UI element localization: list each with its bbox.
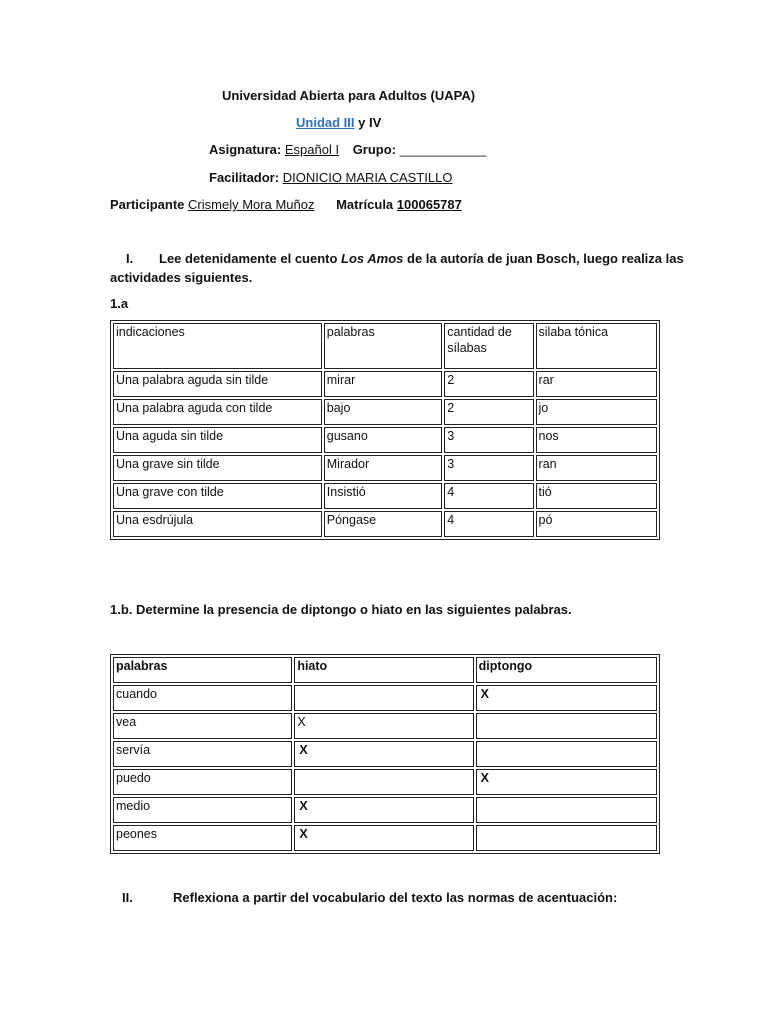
table-cell: servía: [113, 741, 292, 767]
table-row: [113, 769, 657, 795]
table-cell: nos: [536, 427, 657, 453]
table-row: [113, 427, 657, 453]
table-cell: 4: [444, 511, 533, 537]
unit-line: [296, 115, 381, 130]
table-cell: 2: [444, 371, 533, 397]
section1-instruction: [159, 251, 684, 266]
table-cell: [294, 685, 473, 711]
table-row: [113, 455, 657, 481]
table-cell: Insistió: [324, 483, 442, 509]
table-cell: X: [476, 769, 657, 795]
header-cell: palabras: [324, 323, 442, 369]
table-header-row: [113, 323, 657, 369]
facilitator-label: Facilitador:: [209, 170, 280, 185]
table-cell: [476, 741, 657, 767]
header-cell: palabras: [113, 657, 292, 683]
header-cell-line: cantidad de: [447, 325, 512, 339]
table-cell: 3: [444, 427, 533, 453]
table-cell: Una grave sin tilde: [113, 455, 322, 481]
matricula-label: Matrícula: [336, 197, 394, 212]
story-title: Los Amos: [341, 251, 404, 266]
table-row: [113, 797, 657, 823]
matricula-value: 100065787: [396, 197, 462, 212]
table-row: [113, 371, 657, 397]
table-row: [113, 399, 657, 425]
section1-instruction-line2: actividades siguientes.: [110, 270, 253, 285]
table-cell: 4: [444, 483, 533, 509]
table-cell: rar: [536, 371, 657, 397]
university-title: Universidad Abierta para Adultos (UAPA): [222, 88, 476, 103]
table-cell: [476, 797, 657, 823]
table-cell: jo: [536, 399, 657, 425]
table-row: [113, 511, 657, 537]
table-cell: 3: [444, 455, 533, 481]
table-cell: X: [294, 825, 473, 851]
table-header-row: [113, 657, 657, 683]
table-row: [113, 825, 657, 851]
header-cell-line: sílabas: [447, 341, 487, 355]
header-cell: [444, 323, 533, 369]
syllable-table: [110, 320, 660, 540]
header-cell: indicaciones: [113, 323, 322, 369]
table-row: [113, 741, 657, 767]
table-row: [113, 483, 657, 509]
header-cell: silaba tónica: [536, 323, 657, 369]
section1-numeral: I.: [126, 251, 134, 266]
subject-label: Asignatura:: [209, 142, 282, 157]
table-cell: X: [476, 685, 657, 711]
subsection-1a: 1.a: [110, 296, 129, 311]
subject-line: [209, 142, 486, 157]
table-row: [113, 713, 657, 739]
hiatus-diphthong-table: [110, 654, 660, 854]
header-cell: hiato: [294, 657, 473, 683]
table-cell: Una palabra aguda con tilde: [113, 399, 322, 425]
instruction-part-b: de la autoría de juan Bosch, luego realiza las: [403, 251, 684, 266]
table-cell: Póngase: [324, 511, 442, 537]
table-row: [113, 685, 657, 711]
instruction-part-a: Lee detenidamente el cuento: [159, 251, 342, 266]
table-cell: Una esdrújula: [113, 511, 322, 537]
header-cell: diptongo: [476, 657, 657, 683]
table-cell: X: [294, 741, 473, 767]
table-cell: [476, 825, 657, 851]
table-cell: [476, 713, 657, 739]
table-cell: [294, 769, 473, 795]
table-cell: peones: [113, 825, 292, 851]
table-cell: X: [294, 713, 473, 739]
table-cell: medio: [113, 797, 292, 823]
section2-instruction: Reflexiona a partir del vocabulario del texto las normas de acentuación:: [173, 890, 618, 905]
subject-value: Español I: [284, 142, 340, 157]
table-cell: gusano: [324, 427, 442, 453]
table-cell: cuando: [113, 685, 292, 711]
participant-label: Participante: [110, 197, 185, 212]
subsection-1b: 1.b. Determine la presencia de diptongo o hiato en las siguientes palabras.: [110, 602, 572, 617]
table-cell: Una grave con tilde: [113, 483, 322, 509]
table-cell: bajo: [324, 399, 442, 425]
section2-numeral: II.: [122, 890, 133, 905]
facilitator-value: DIONICIO MARIA CASTILLO: [282, 170, 453, 185]
table-cell: Una aguda sin tilde: [113, 427, 322, 453]
participant-value: Crismely Mora Muñoz: [188, 197, 315, 212]
table-cell: X: [294, 797, 473, 823]
facilitator-line: [209, 170, 452, 185]
table-cell: vea: [113, 713, 292, 739]
group-blank: ____________: [399, 142, 487, 157]
group-label: Grupo:: [352, 142, 397, 157]
table-cell: Una palabra aguda sin tilde: [113, 371, 322, 397]
unit-rest: y IV: [354, 115, 382, 130]
table-cell: ran: [536, 455, 657, 481]
table-cell: 2: [444, 399, 533, 425]
table-cell: puedo: [113, 769, 292, 795]
table-cell: mirar: [324, 371, 442, 397]
unit-link[interactable]: Unidad III: [296, 115, 355, 130]
table-cell: tió: [536, 483, 657, 509]
participant-line: [110, 197, 462, 212]
table-cell: Mirador: [324, 455, 442, 481]
table-cell: pó: [536, 511, 657, 537]
